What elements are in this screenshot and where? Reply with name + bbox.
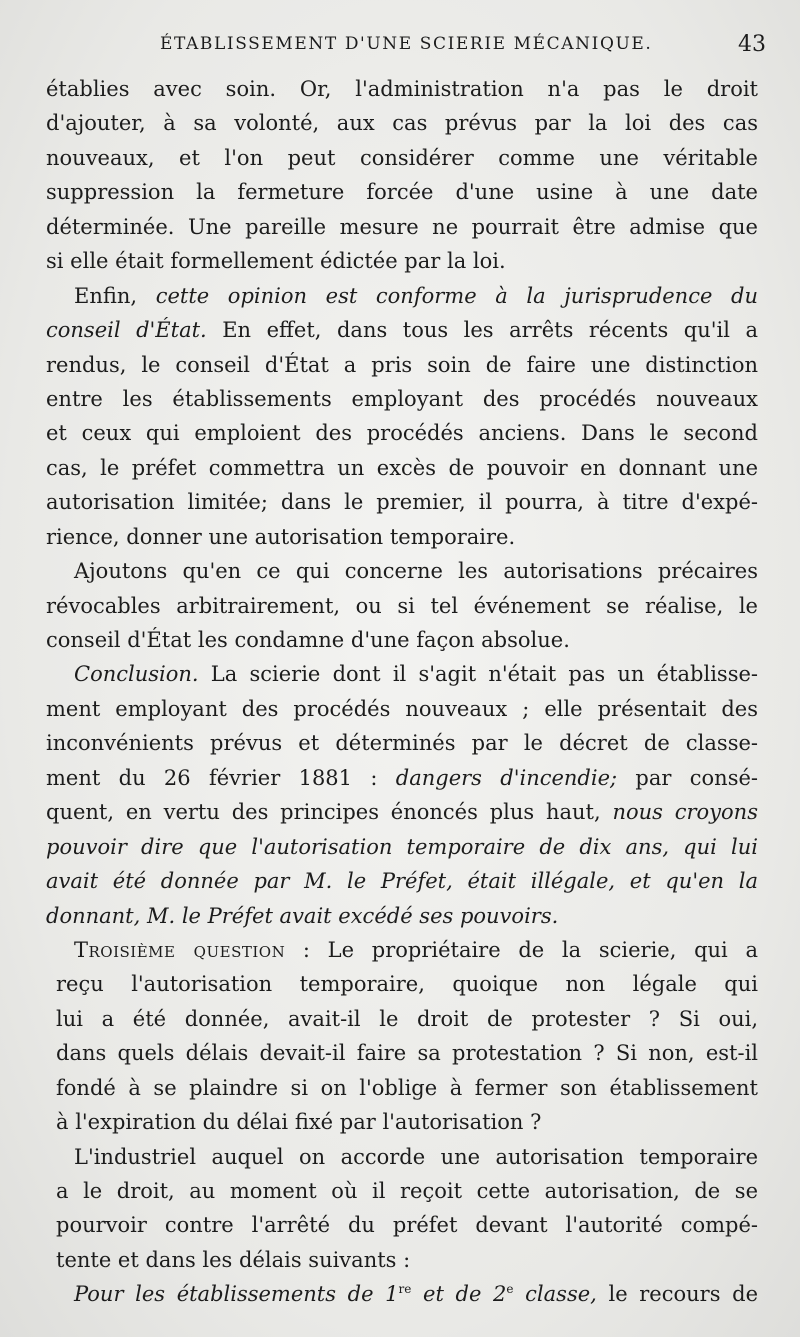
text-segment: ment du 26 février 1881 : (46, 765, 396, 790)
text-line (46, 1036, 758, 1070)
text-line (46, 313, 758, 347)
text-segment: rience, donner une autorisation temporaire. (46, 524, 516, 549)
text-line (46, 933, 758, 967)
text-line (46, 1071, 758, 1105)
text-line (46, 692, 758, 726)
text-segment: révocables arbitrairement, ou si tel événement se réalise, le (46, 593, 758, 618)
text-line (46, 1002, 758, 1036)
text-segment: tente et dans les délais suivants : (56, 1247, 411, 1272)
text-line (46, 554, 758, 588)
text-line (46, 279, 758, 313)
text-segment: par consé- (617, 765, 758, 790)
text-segment: Troisième question (74, 937, 286, 962)
text-segment: reçu l'autorisation temporaire, quoique non légale qui (56, 972, 758, 997)
text-segment: Enfin, (74, 283, 156, 308)
text-line (46, 416, 758, 450)
text-line (46, 141, 758, 175)
text-segment: inconvénients prévus et déterminés par le décret de classe- (46, 731, 758, 756)
text-line (46, 1140, 758, 1174)
text-segment: et ceux qui emploient des procédés anciens. Dans le second (46, 421, 758, 446)
text-segment: Ajoutons qu'en ce qui concerne les autorisations précaires (74, 559, 758, 584)
text-segment: entre les établissements employant des procédés nouveaux (46, 386, 758, 411)
text-segment: cette opinion est conforme à la jurisprudence du (155, 283, 758, 308)
text-line (46, 348, 758, 382)
text-segment: si elle était formellement édictée par la loi. (46, 249, 506, 274)
text-segment: nous croyons (612, 800, 758, 825)
text-line (46, 657, 758, 691)
text-segment: quent, en vertu des principes énoncés plus haut, (46, 800, 613, 825)
text-line (46, 1105, 758, 1139)
text-line (46, 72, 758, 106)
text-line (46, 967, 758, 1001)
text-line (46, 485, 758, 519)
text-segment: nouveaux, et l'on peut considérer comme une véritable (46, 145, 758, 170)
text-segment: ment employant des procédés nouveaux ; elle présentait des (46, 696, 758, 721)
page-number: 43 (738, 32, 766, 57)
text-line (46, 589, 758, 623)
text-segment: d'ajouter, à sa volonté, aux cas prévus par la loi des cas (46, 111, 758, 136)
text-segment: à l'expiration du délai fixé par l'autorisation ? (56, 1110, 542, 1135)
text-segment: et de 2 (411, 1282, 507, 1307)
text-segment: Conclusion. (74, 662, 199, 687)
text-segment: avait été donnée par M. le Préfet, était illégale, et qu'en la (46, 869, 758, 894)
text-segment: La scierie dont il s'agit n'était pas un établisse- (198, 662, 758, 687)
text-line (46, 244, 758, 278)
text-segment: autorisation limitée; dans le premier, il pourra, à titre d'expé- (46, 490, 758, 515)
text-segment: établies avec soin. Or, l'administration n'a pas le droit (46, 77, 758, 101)
text-segment: pouvoir dire que l'autorisation temporaire de dix ans, qui lui (46, 834, 758, 859)
superscript: re (398, 1282, 412, 1297)
text-line (46, 106, 758, 140)
text-line (46, 210, 758, 244)
text-segment: En effet, dans tous les arrêts récents qu'il a (206, 318, 758, 343)
text-line (46, 1277, 758, 1311)
page-header (0, 34, 800, 64)
text-line (46, 1243, 758, 1277)
text-segment: conseil d'État. (46, 318, 207, 343)
text-line (46, 451, 758, 485)
text-segment: déterminée. Une pareille mesure ne pourrait être admise que (46, 214, 758, 239)
text-segment: dangers d'incendie; (395, 765, 618, 790)
text-segment: fondé à se plaindre si on l'oblige à fermer son établissement (56, 1075, 758, 1100)
text-line (46, 726, 758, 760)
text-segment: Pour les établissements de 1 (74, 1282, 399, 1307)
text-segment: rendus, le conseil d'État a pris soin de faire une distinction (46, 352, 758, 377)
running-title: ÉTABLISSEMENT D'UNE SCIERIE MÉCANIQUE. (160, 34, 653, 54)
text-segment: suppression la fermeture forcée d'une usine à une date (46, 180, 758, 205)
text-segment: classe, (513, 1282, 597, 1307)
text-line (46, 520, 758, 554)
text-line (46, 1208, 758, 1242)
text-line (46, 899, 758, 933)
body-text (46, 72, 758, 1312)
superscript: e (506, 1282, 514, 1297)
text-line (46, 761, 758, 795)
text-segment: cas, le préfet commettra un excès de pouvoir en donnant une (46, 455, 758, 480)
text-segment: a le droit, au moment où il reçoit cette autorisation, de se (56, 1179, 758, 1203)
text-line (46, 795, 758, 829)
text-segment: lui a été donnée, avait-il le droit de protester ? Si oui, (56, 1006, 758, 1031)
text-segment: conseil d'État les condamne d'une façon absolue. (46, 628, 570, 652)
text-line (46, 175, 758, 209)
text-segment: le recours de (596, 1282, 758, 1307)
text-line (46, 1174, 758, 1208)
text-segment: pourvoir contre l'arrêté du préfet devant l'autorité compé- (56, 1213, 758, 1238)
text-segment: L'industriel auquel on accorde une autorisation temporaire (74, 1144, 758, 1169)
text-segment: donnant, M. le Préfet avait excédé ses pouvoirs. (46, 903, 559, 928)
text-line (46, 382, 758, 416)
text-line (46, 864, 758, 898)
text-line (46, 830, 758, 864)
text-segment: dans quels délais devait-il faire sa protestation ? Si non, est-il (56, 1041, 758, 1066)
text-line (46, 623, 758, 657)
text-segment: : Le propriétaire de la scierie, qui a (285, 937, 758, 962)
